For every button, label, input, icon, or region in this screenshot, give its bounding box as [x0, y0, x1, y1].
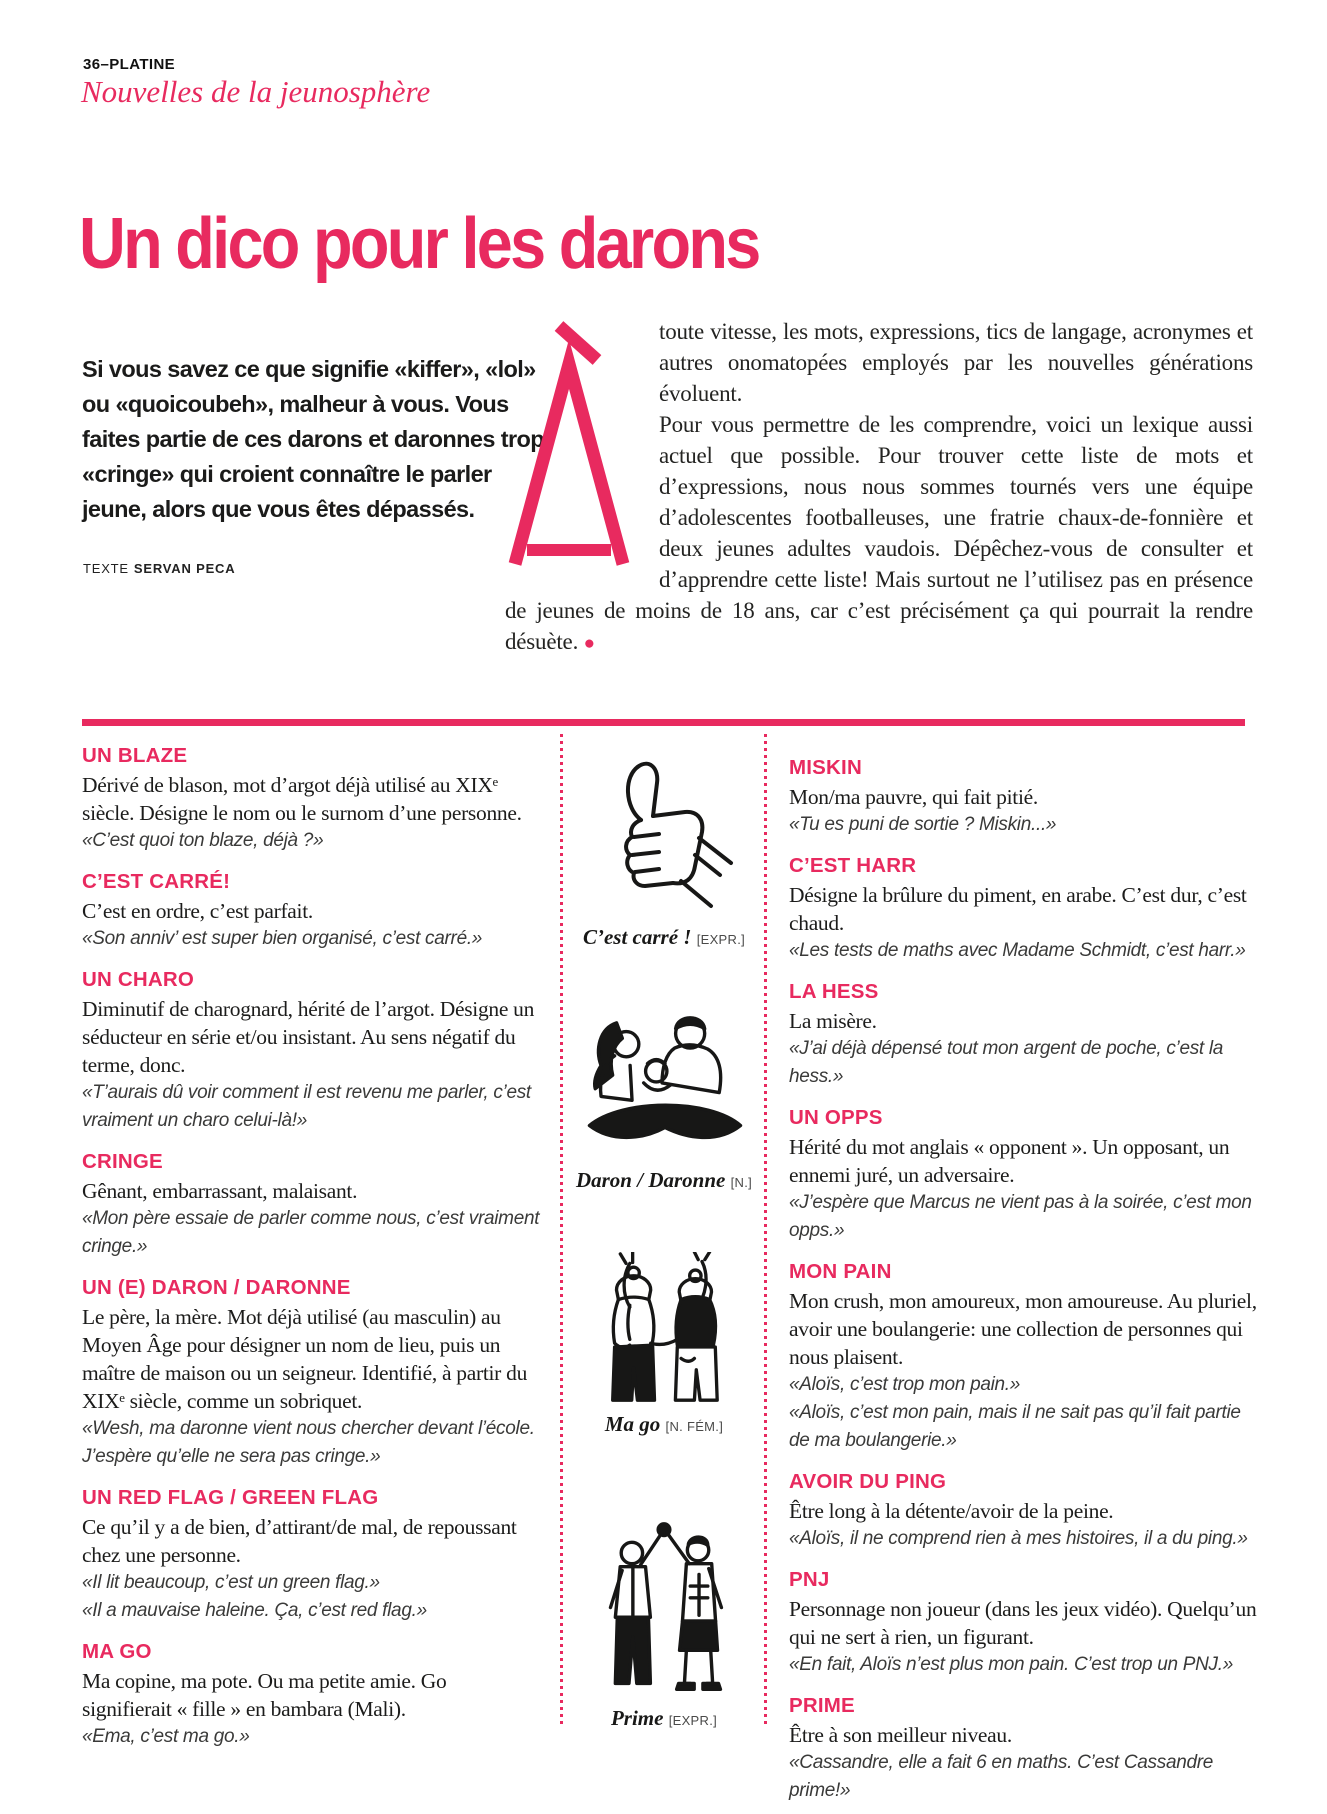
- entry-example: «En fait, Aloïs n’est plus mon pain. C’est trop un PNJ.»: [789, 1654, 1234, 1675]
- byline: [83, 562, 235, 575]
- entry-definition: Gênant, embarrassant, malaisant.: [82, 1179, 358, 1203]
- dictionary-column-right: [789, 757, 1261, 1814]
- entry-example: «Wesh, ma daronne vient nous chercher devant l’école. J’espère qu’elle ne sera pas cringe.»: [82, 1418, 535, 1467]
- entry-example: «Tu es puni de sortie ? Miskin...»: [789, 814, 1057, 835]
- entry-examples: [82, 827, 540, 855]
- entry-term: PRIME: [789, 1694, 855, 1717]
- entry-definition: Diminutif de charognard, hérité de l’argot. Désigne un séducteur en série et/ou insistant. Au sens négatif du terme, donc.: [82, 997, 535, 1077]
- dictionary-entry: [82, 871, 540, 953]
- figure-tag: [EXPR.]: [696, 932, 746, 947]
- page-number-tag: 36–PLATINE: [83, 56, 176, 73]
- entry-examples: [82, 1723, 540, 1751]
- entry-examples: [82, 1415, 540, 1471]
- figure-tag: [N.]: [730, 1175, 753, 1190]
- dictionary-entry: [82, 1641, 540, 1751]
- entry-examples: [789, 1749, 1261, 1805]
- entry-term: UN (E) DARON / DARONNE: [82, 1276, 351, 1299]
- victory-illustration: [581, 1518, 747, 1698]
- end-bullet: ●: [583, 633, 595, 654]
- entry-term: AVOIR DU PING: [789, 1470, 947, 1493]
- dotted-column-divider-left: [560, 734, 563, 1726]
- entry-example: «Aloïs, c’est mon pain, mais il ne sait pas qu’il fait partie de ma boulangerie.»: [789, 1402, 1241, 1451]
- entry-term: C’EST CARRÉ!: [82, 870, 231, 893]
- entry-examples: [82, 925, 540, 953]
- dictionary-entry: [82, 969, 540, 1135]
- dictionary-entry: [82, 745, 540, 855]
- entry-definition: Ma copine, ma pote. Ou ma petite amie. Go signifierait « fille » en bambara (Mali).: [82, 1669, 447, 1721]
- entry-examples: [789, 1371, 1261, 1455]
- article-intro: Si vous savez ce que signifie «kiffer», «lol» ou «quoicoubeh», malheur à vous. Vous faites partie de ces darons et daronnes trop «cringe» qui croient connaître le parler jeune, alors que vous êtes dépassés.: [82, 356, 545, 522]
- entry-example: «J’ai déjà dépensé tout mon argent de poche, c’est la hess.»: [789, 1038, 1224, 1087]
- entry-example: «Cassandre, elle a fait 6 en maths. C’est Cassandre prime!»: [789, 1752, 1214, 1801]
- entry-example: «Son anniv’ est super bien organisé, c’est carré.»: [82, 928, 483, 949]
- entry-examples: [82, 1079, 540, 1135]
- entry-definition: Être à son meilleur niveau.: [789, 1723, 1012, 1747]
- entry-term: MON PAIN: [789, 1260, 892, 1283]
- entry-term: C’EST HARR: [789, 854, 917, 877]
- figure-caption: Ma go: [604, 1412, 661, 1436]
- article-title: Un dico pour les darons: [79, 204, 759, 284]
- byline-author: SERVAN PECA: [133, 561, 236, 576]
- section-title: Nouvelles de la jeunosphère: [81, 74, 431, 109]
- entry-example: «Il a mauvaise haleine. Ça, c’est red flag.»: [82, 1600, 427, 1621]
- dropcap-a-icon: [505, 320, 631, 566]
- entry-examples: [789, 937, 1261, 965]
- figure-caption: C’est carré !: [582, 925, 692, 949]
- dictionary-entry: [789, 1569, 1261, 1679]
- entry-definition: Le père, la mère. Mot déjà utilisé (au masculin) au Moyen Âge pour désigner un nom de lieu, puis un maître de maison ou un seigneur. Identifié, à partir du XIXᵉ siècle, comme un sobriquet.: [82, 1305, 528, 1413]
- dictionary-entry: [789, 855, 1261, 965]
- dictionary-entry: [789, 981, 1261, 1091]
- dictionary-entry: [789, 1107, 1261, 1245]
- dictionary-entry: [789, 757, 1261, 839]
- figure-tag: [EXPR.]: [668, 1713, 718, 1728]
- byline-label: TEXTE: [83, 561, 129, 576]
- figure-tag: [N. FÉM.]: [665, 1419, 724, 1434]
- entry-examples: [789, 811, 1261, 839]
- dictionary-entry: [789, 1695, 1261, 1805]
- entry-definition: Désigne la brûlure du piment, en arabe. C’est dur, c’est chaud.: [789, 883, 1247, 935]
- entry-definition: C’est en ordre, c’est parfait.: [82, 899, 313, 923]
- entry-term: MISKIN: [789, 756, 862, 779]
- entry-definition: La misère.: [789, 1009, 877, 1033]
- figure-daron-daronne: [566, 1000, 762, 1193]
- friends-illustration: [584, 1252, 744, 1404]
- entry-definition: Dérivé de blason, mot d’argot déjà utilisé au XIXᵉ siècle. Désigne le nom ou le surnom d’une personne.: [82, 773, 522, 825]
- lead-paragraph-1: toute vitesse, les mots, expressions, tics de langage, acronymes et autres onomatopées employés par les nouvelles générations évoluent.: [659, 319, 1253, 406]
- dotted-column-divider-right: [764, 734, 767, 1726]
- entry-examples: [789, 1189, 1261, 1245]
- thumbs-up-illustration: [585, 742, 743, 917]
- entry-definition: Mon/ma pauvre, qui fait pitié.: [789, 785, 1038, 809]
- dictionary-entry: [789, 1261, 1261, 1455]
- entry-term: PNJ: [789, 1568, 830, 1591]
- entry-example: «Ema, c’est ma go.»: [82, 1726, 250, 1747]
- entry-term: MA GO: [82, 1640, 152, 1663]
- entry-definition: Être long à la détente/avoir de la peine.: [789, 1499, 1114, 1523]
- dictionary-entry: [82, 1151, 540, 1261]
- entry-examples: [789, 1525, 1261, 1553]
- figure-prime: [566, 1518, 762, 1731]
- entry-example: «Aloïs, il ne comprend rien à mes histoires, il a du ping.»: [789, 1528, 1248, 1549]
- entry-definition: Hérité du mot anglais « opponent ». Un opposant, un ennemi juré, un adversaire.: [789, 1135, 1230, 1187]
- entry-example: «Aloïs, c’est trop mon pain.»: [789, 1374, 1021, 1395]
- entry-term: LA HESS: [789, 980, 879, 1003]
- entry-example: «Les tests de maths avec Madame Schmidt, c’est harr.»: [789, 940, 1246, 961]
- dictionary-entry: [82, 1487, 540, 1625]
- dictionary-entry: [789, 1471, 1261, 1553]
- section-rule: [82, 719, 1245, 726]
- dictionary-column-left: [82, 745, 540, 1767]
- lead-paragraph: [505, 316, 1253, 657]
- entry-examples: [82, 1569, 540, 1625]
- figure-ma-go: [566, 1252, 762, 1437]
- entry-definition: Ce qu’il y a de bien, d’attirant/de mal, de repoussant chez une personne.: [82, 1515, 517, 1567]
- entry-term: UN RED FLAG / GREEN FLAG: [82, 1486, 379, 1509]
- entry-example: «J’espère que Marcus ne vient pas à la soirée, c’est mon opps.»: [789, 1192, 1252, 1241]
- entry-term: UN CHARO: [82, 968, 195, 991]
- entry-example: «Mon père essaie de parler comme nous, c’est vraiment cringe.»: [82, 1208, 540, 1257]
- family-illustration: [572, 1000, 756, 1160]
- entry-example: «Il lit beaucoup, c’est un green flag.»: [82, 1572, 380, 1593]
- dictionary-entry: [82, 1277, 540, 1471]
- figure-cest-carre: [566, 742, 762, 950]
- figure-caption: Daron / Daronne: [575, 1168, 726, 1192]
- entry-term: UN BLAZE: [82, 744, 188, 767]
- entry-term: CRINGE: [82, 1150, 163, 1173]
- entry-term: UN OPPS: [789, 1106, 883, 1129]
- entry-examples: [82, 1205, 540, 1261]
- entry-example: «T’aurais dû voir comment il est revenu me parler, c’est vraiment un charo celui-là!»: [82, 1082, 531, 1131]
- entry-examples: [789, 1035, 1261, 1091]
- entry-definition: Mon crush, mon amoureux, mon amoureuse. Au pluriel, avoir une boulangerie: une collection de personnes qui nous plaisent.: [789, 1289, 1257, 1369]
- entry-definition: Personnage non joueur (dans les jeux vidéo). Quelqu’un qui ne sert à rien, un figurant.: [789, 1597, 1257, 1649]
- entry-examples: [789, 1651, 1261, 1679]
- lead-paragraph-2: Pour vous permettre de les comprendre, voici un lexique aussi actuel que possible. Pour trouver cette liste de mots et d’expressions, nous nous sommes tournés vers une équipe d’adolescentes footballeuses, une fratrie chaux-de-fonnière et deux jeunes adultes vaudois. Dépêchez-vous de consulter et d’apprendre cette liste! Mais surtout ne l’utilisez pas en présence de jeunes de moins de 18 ans, car c’est précisément ça qui pourrait la rendre désuète.: [505, 412, 1253, 654]
- entry-example: «C’est quoi ton blaze, déjà ?»: [82, 830, 324, 851]
- figure-caption: Prime: [610, 1706, 664, 1730]
